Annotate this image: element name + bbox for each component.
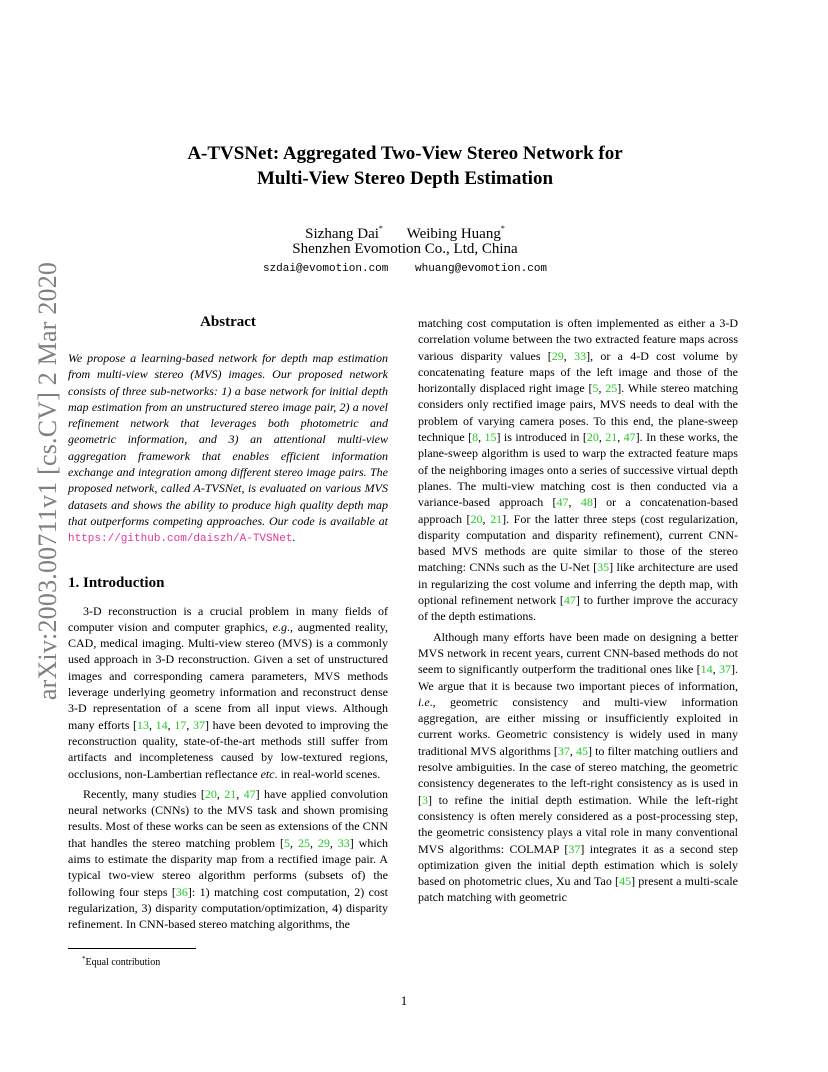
citation-link[interactable]: 45 xyxy=(576,743,588,758)
intro-paragraph-1: 3-D reconstruction is a crucial problem in many fields of computer vision and computer graphics, e.g., augmented reality, CAD, medical imaging. Multi-view stereo (MVS) is a commonly used approach in 3-D reconstruction. Given a set of unstructured images and corresponding camera parameters, MVS methods leverage underlying geometry information and reconstruct dense 3-D representation of a scene from all input views. Although many efforts [13, 14, 17, 37] have been devoted to improving the reconstruction quality, state-of-the-art methods still suffer from artifacts and incompleteness caused by low-textured regions, occlusions, non-Lambertian reflectance etc. in real-world scenes. xyxy=(68,603,389,781)
citation-link[interactable]: 5 xyxy=(592,381,599,396)
arxiv-identifier: arXiv:2003.00711v1 [cs.CV] 2 Mar 2020 xyxy=(33,261,62,701)
citation-link[interactable]: 36 xyxy=(175,884,188,899)
citation-link[interactable]: 21 xyxy=(605,430,618,445)
intro-paragraph-2-continued: matching cost computation is often implemented as either a 3-D correlation volume between the two extracted feature maps across various disparity values [29, 33], or a 4-D cost volume by concatenating feature maps of the left image and those of the horizontally displaced right image [5, 25]. While stereo matching considers only rectified image pairs, MVS needs to deal with the problem of varying camera poses. To this end, the plane-sweep technique [8, 15] is introduced in [20, 21, 47]. In these works, the plane-sweep algorithm is used to warp the extracted feature maps of the neighboring images onto a series of successive virtual depth planes. The multi-view matching cost is then conducted via a variance-based approach [47, 48] or a concatenation-based approach [20, 21]. For the latter three steps (cost regularization, disparity computation and disparity refinement), current CNN-based MVS methods are quite similar to those of the stereo matching: CNNs such as the U-Net [35] like architecture are used in regularizing the cost volume and inferring the depth map, with optional refinement network [47] to further improve the accuracy of the depth estimations. xyxy=(418,316,739,624)
author-1-mark: * xyxy=(378,224,383,233)
footnote-mark: * xyxy=(82,955,86,963)
section-heading: 1. Introduction xyxy=(68,574,165,591)
email-2: whuang@evomotion.com xyxy=(415,263,548,275)
citation-link[interactable]: 35 xyxy=(597,560,610,575)
citation-link[interactable]: 25 xyxy=(605,381,618,396)
emphasis-text: e.g xyxy=(272,619,287,634)
citation-link[interactable]: 33 xyxy=(574,348,587,363)
footnote-rule xyxy=(68,948,196,949)
citation-link[interactable]: 20 xyxy=(470,511,483,526)
citation-link[interactable]: 37 xyxy=(557,743,570,758)
emphasis-text: i.e xyxy=(418,694,430,709)
citation-link[interactable]: 21 xyxy=(224,786,237,801)
citation-link[interactable]: 37 xyxy=(719,662,731,677)
citation-link[interactable]: 47 xyxy=(623,430,636,445)
footnote xyxy=(82,953,160,969)
citation-link[interactable]: 45 xyxy=(619,874,632,889)
citation-link[interactable]: 14 xyxy=(155,717,168,732)
author-2-name: Weibing Huang xyxy=(406,226,501,242)
citation-link[interactable]: 37 xyxy=(192,717,205,732)
intro-paragraph-2: Recently, many studies [20, 21, 47] have applied convolution neural networks (CNNs) to the MVS task and shown promising results. Most of these works can be seen as extensions of the CNN that handles the stereo matching problem [5, 25, 29, 33] which aims to estimate the disparity map from a rectified image pair. A typical two-view stereo algorithm performs (subsets of) the following four steps [36]: 1) matching cost computation, 2) cost regularization, 3) disparity computation/optimization, 4) disparity refinement. In CNN-based stereo matching algorithms, the xyxy=(68,786,389,932)
citation-link[interactable]: 5 xyxy=(284,835,291,850)
author-2-mark: * xyxy=(500,224,505,233)
emphasis-text: etc xyxy=(260,766,275,781)
title-line-1: A-TVSNet: Aggregated Two-View Stereo Network for xyxy=(187,143,623,164)
affiliation: Shenzhen Evomotion Co., Ltd, China xyxy=(292,241,518,257)
citation-link[interactable]: 20 xyxy=(586,430,599,445)
citation-link[interactable]: 47 xyxy=(563,593,576,608)
intro-paragraph-3: Although many efforts have been made on designing a better MVS network in recent years, current CNN-based methods do not seem to significantly outperform the traditional ones like [14, 37]. We argue that it is because two important pieces of information, i.e., geometric consistency and multi-view information aggregation, are either missing or insufficiently exploited in current works. Geometric consistency is widely used in many traditional MVS algorithms [37, 45] to filter matching outliers and resolve ambiguities. In the case of stereo matching, the geometric consistency degenerates to the left-right consistency as is used in [3] to refine the initial depth estimation. While the left-right consistency is often merely considered as a post-processing step, the geometric consistency plays a vital role in many conventional MVS algorithms: COLMAP [37] integrates it as a second step optimization given the initial depth estimation which is solely based on photometric clues, Xu and Tao [45] present a multi-scale patch matching with geometric xyxy=(418,629,739,905)
citation-link[interactable]: 29 xyxy=(551,348,564,363)
footnote-text: Equal contribution xyxy=(85,957,161,968)
citation-link[interactable]: 37 xyxy=(568,841,581,856)
citation-link[interactable]: 3 xyxy=(422,792,428,807)
page-number: 1 xyxy=(400,993,408,1008)
citation-link[interactable]: 20 xyxy=(204,786,217,801)
citation-link[interactable]: 47 xyxy=(556,495,569,510)
citation-link[interactable]: 25 xyxy=(297,835,310,850)
citation-link[interactable]: 8 xyxy=(472,430,479,445)
citation-link[interactable]: 47 xyxy=(243,786,256,801)
citation-link[interactable]: 33 xyxy=(337,835,350,850)
abstract-end: . xyxy=(292,530,296,545)
emails xyxy=(100,261,710,277)
paper-title xyxy=(100,141,710,191)
citation-link[interactable]: 14 xyxy=(700,662,713,677)
title-line-2: Multi-View Stereo Depth Estimation xyxy=(256,168,554,189)
citation-link[interactable]: 15 xyxy=(484,430,497,445)
left-column xyxy=(68,312,388,937)
abstract-text xyxy=(68,350,388,548)
abstract-heading: Abstract xyxy=(200,314,256,330)
author-1-name: Sizhang Dai xyxy=(305,226,379,242)
right-column xyxy=(418,315,738,910)
citation-link[interactable]: 21 xyxy=(490,511,503,526)
code-link[interactable]: https://github.com/daiszh/A-TVSNet xyxy=(68,533,293,546)
email-1: szdai@evomotion.com xyxy=(262,263,389,275)
abstract-body: We propose a learning-based network for depth map estimation from multi-view stereo (MVS) images. Our proposed network consists of three sub-networks: 1) a base network for initial depth map estimation from an unstructured stereo image pair, 2) a novel refinement network that leverages both photometric and geometric information, and 3) an attentional multi-view aggregation framework that enables efficient information exchange and integration among different stereo image pairs. The proposed network, called A-TVSNet, is evaluated on various MVS datasets and shows the ability to produce high quality depth map that outperforms competing approaches. Our code is available at xyxy=(68,351,388,528)
citation-link[interactable]: 13 xyxy=(137,717,150,732)
citation-link[interactable]: 29 xyxy=(317,835,330,850)
citation-link[interactable]: 48 xyxy=(580,495,593,510)
citation-link[interactable]: 17 xyxy=(174,717,187,732)
